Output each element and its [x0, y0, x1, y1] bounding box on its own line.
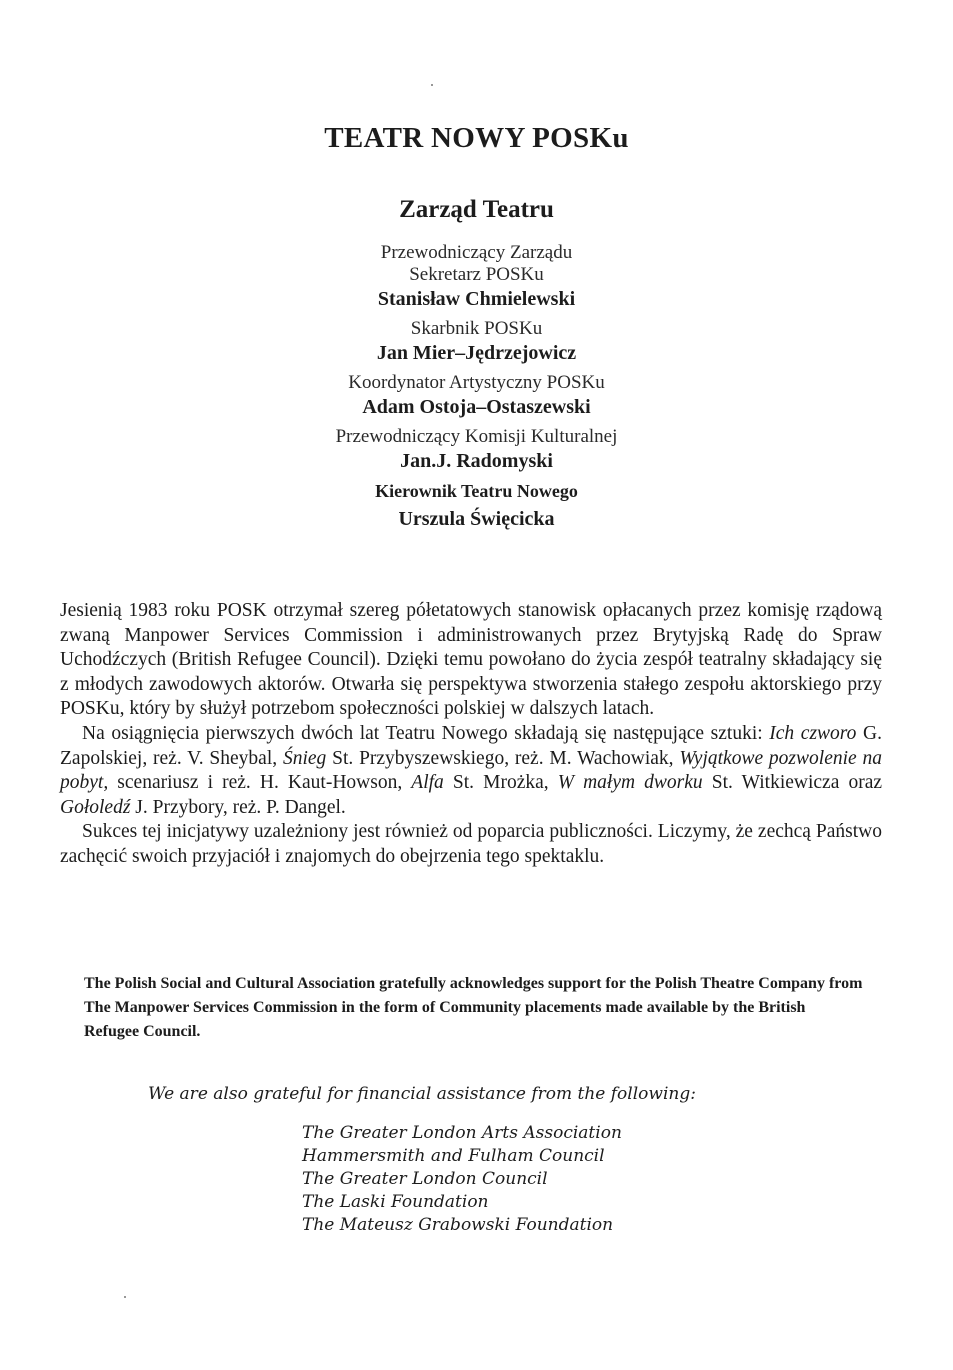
text-run: G. Zapolskiej, reż. V. Sheybal, [60, 722, 882, 769]
text-run: Na osiągnięcia pierwszych dwóch lat Teatru Nowego składają się następujące sztuki: [82, 722, 770, 744]
board-role: Przewodniczący Zarządu [380, 242, 573, 263]
play-title: Śnieg [282, 747, 327, 769]
play-title: W małym dworku [557, 772, 703, 794]
board-entry [0, 372, 953, 420]
sponsor-item: The Greater London Arts Association [302, 1123, 622, 1143]
sponsor-item: The Laski Foundation [302, 1192, 489, 1212]
board-member-name: Jan Mier–Jędrzejowicz [376, 342, 577, 364]
board-heading: Zarząd Teatru [399, 196, 554, 223]
sponsor-item: The Mateusz Grabowski Foundation [302, 1215, 614, 1235]
board-member-name: Jan.J. Radomyski [400, 450, 553, 472]
grateful-line: We are also grateful for financial assistance from the following: [148, 1084, 696, 1104]
board-member-name: Stanisław Chmielewski [377, 288, 576, 310]
board-role: Skarbnik POSKu [410, 318, 543, 339]
board-member-name: Adam Ostoja–Ostaszewski [362, 396, 591, 418]
sponsor-list [302, 1122, 802, 1237]
paragraph-history: Jesienią 1983 roku POSK otrzymał szereg półetatowych stanowisk opłacanych przez komisję rządową zwaną Manpower Services Commission i administrowanych przez Brytyjską Radę do Spraw Uchodźczych (British Refugee Council). Dzięki temu powołano do życia zespół teatralny składający się z młodych zawodowych aktorów. Otwarła się perspektywa stworzenia stałego zespołu aktorskiego przy POSKu, który by służył potrzebom społeczności polskiej w dalszych latach. [60, 600, 882, 720]
board-list [0, 242, 953, 534]
play-title: Wyjątkowe pozwolenie na pobyt, [60, 747, 882, 794]
manager-name: Urszula Święcicka [398, 508, 555, 530]
text-run: scenariusz i reż. H. Kaut-Howson, [108, 772, 412, 794]
board-entry [0, 318, 953, 366]
print-speck [124, 1296, 126, 1298]
board-entry [0, 242, 953, 312]
polish-description [60, 599, 882, 870]
board-role: Przewodniczący Komisji Kulturalnej [335, 426, 618, 447]
manager-role: Kierownik Teatru Nowego [375, 481, 578, 501]
sponsor-item: The Greater London Council [302, 1169, 548, 1189]
board-role: Sekretarz POSKu [409, 264, 544, 285]
acknowledgement: The Polish Social and Cultural Association gratefully acknowledges support for the Polish Theatre Company from The Manpower Services Commission in the form of Community placements made available by the British Refugee Council. [84, 975, 863, 1040]
manager-entry [0, 478, 953, 534]
text-run: St. Mrożka, [443, 772, 558, 794]
text-run: J. Przybory, reż. P. Dangel. [130, 796, 346, 818]
paragraph-achievements [60, 722, 882, 820]
print-speck [431, 84, 433, 86]
board-entry [0, 426, 953, 474]
text-run: St. Witkiewicza oraz [702, 772, 883, 794]
play-title: Ich czworo [769, 722, 857, 744]
text-run: St. Przybyszewskiego, reż. M. Wachowiak, [326, 747, 680, 769]
play-title: Alfa [411, 772, 444, 794]
sponsor-item: Hammersmith and Fulham Council [302, 1146, 605, 1166]
paragraph-appeal: Sukces tej inicjatywy uzależniony jest również od poparcia publiczności. Liczymy, że zechcą Państwo zachęcić swoich przyjaciół i znajomych do obejrzenia tego spektaklu. [60, 821, 882, 867]
board-role: Koordynator Artystyczny POSKu [348, 372, 605, 393]
page-title: TEATR NOWY POSKu [324, 122, 629, 154]
play-title: Gołoledź [60, 796, 131, 818]
